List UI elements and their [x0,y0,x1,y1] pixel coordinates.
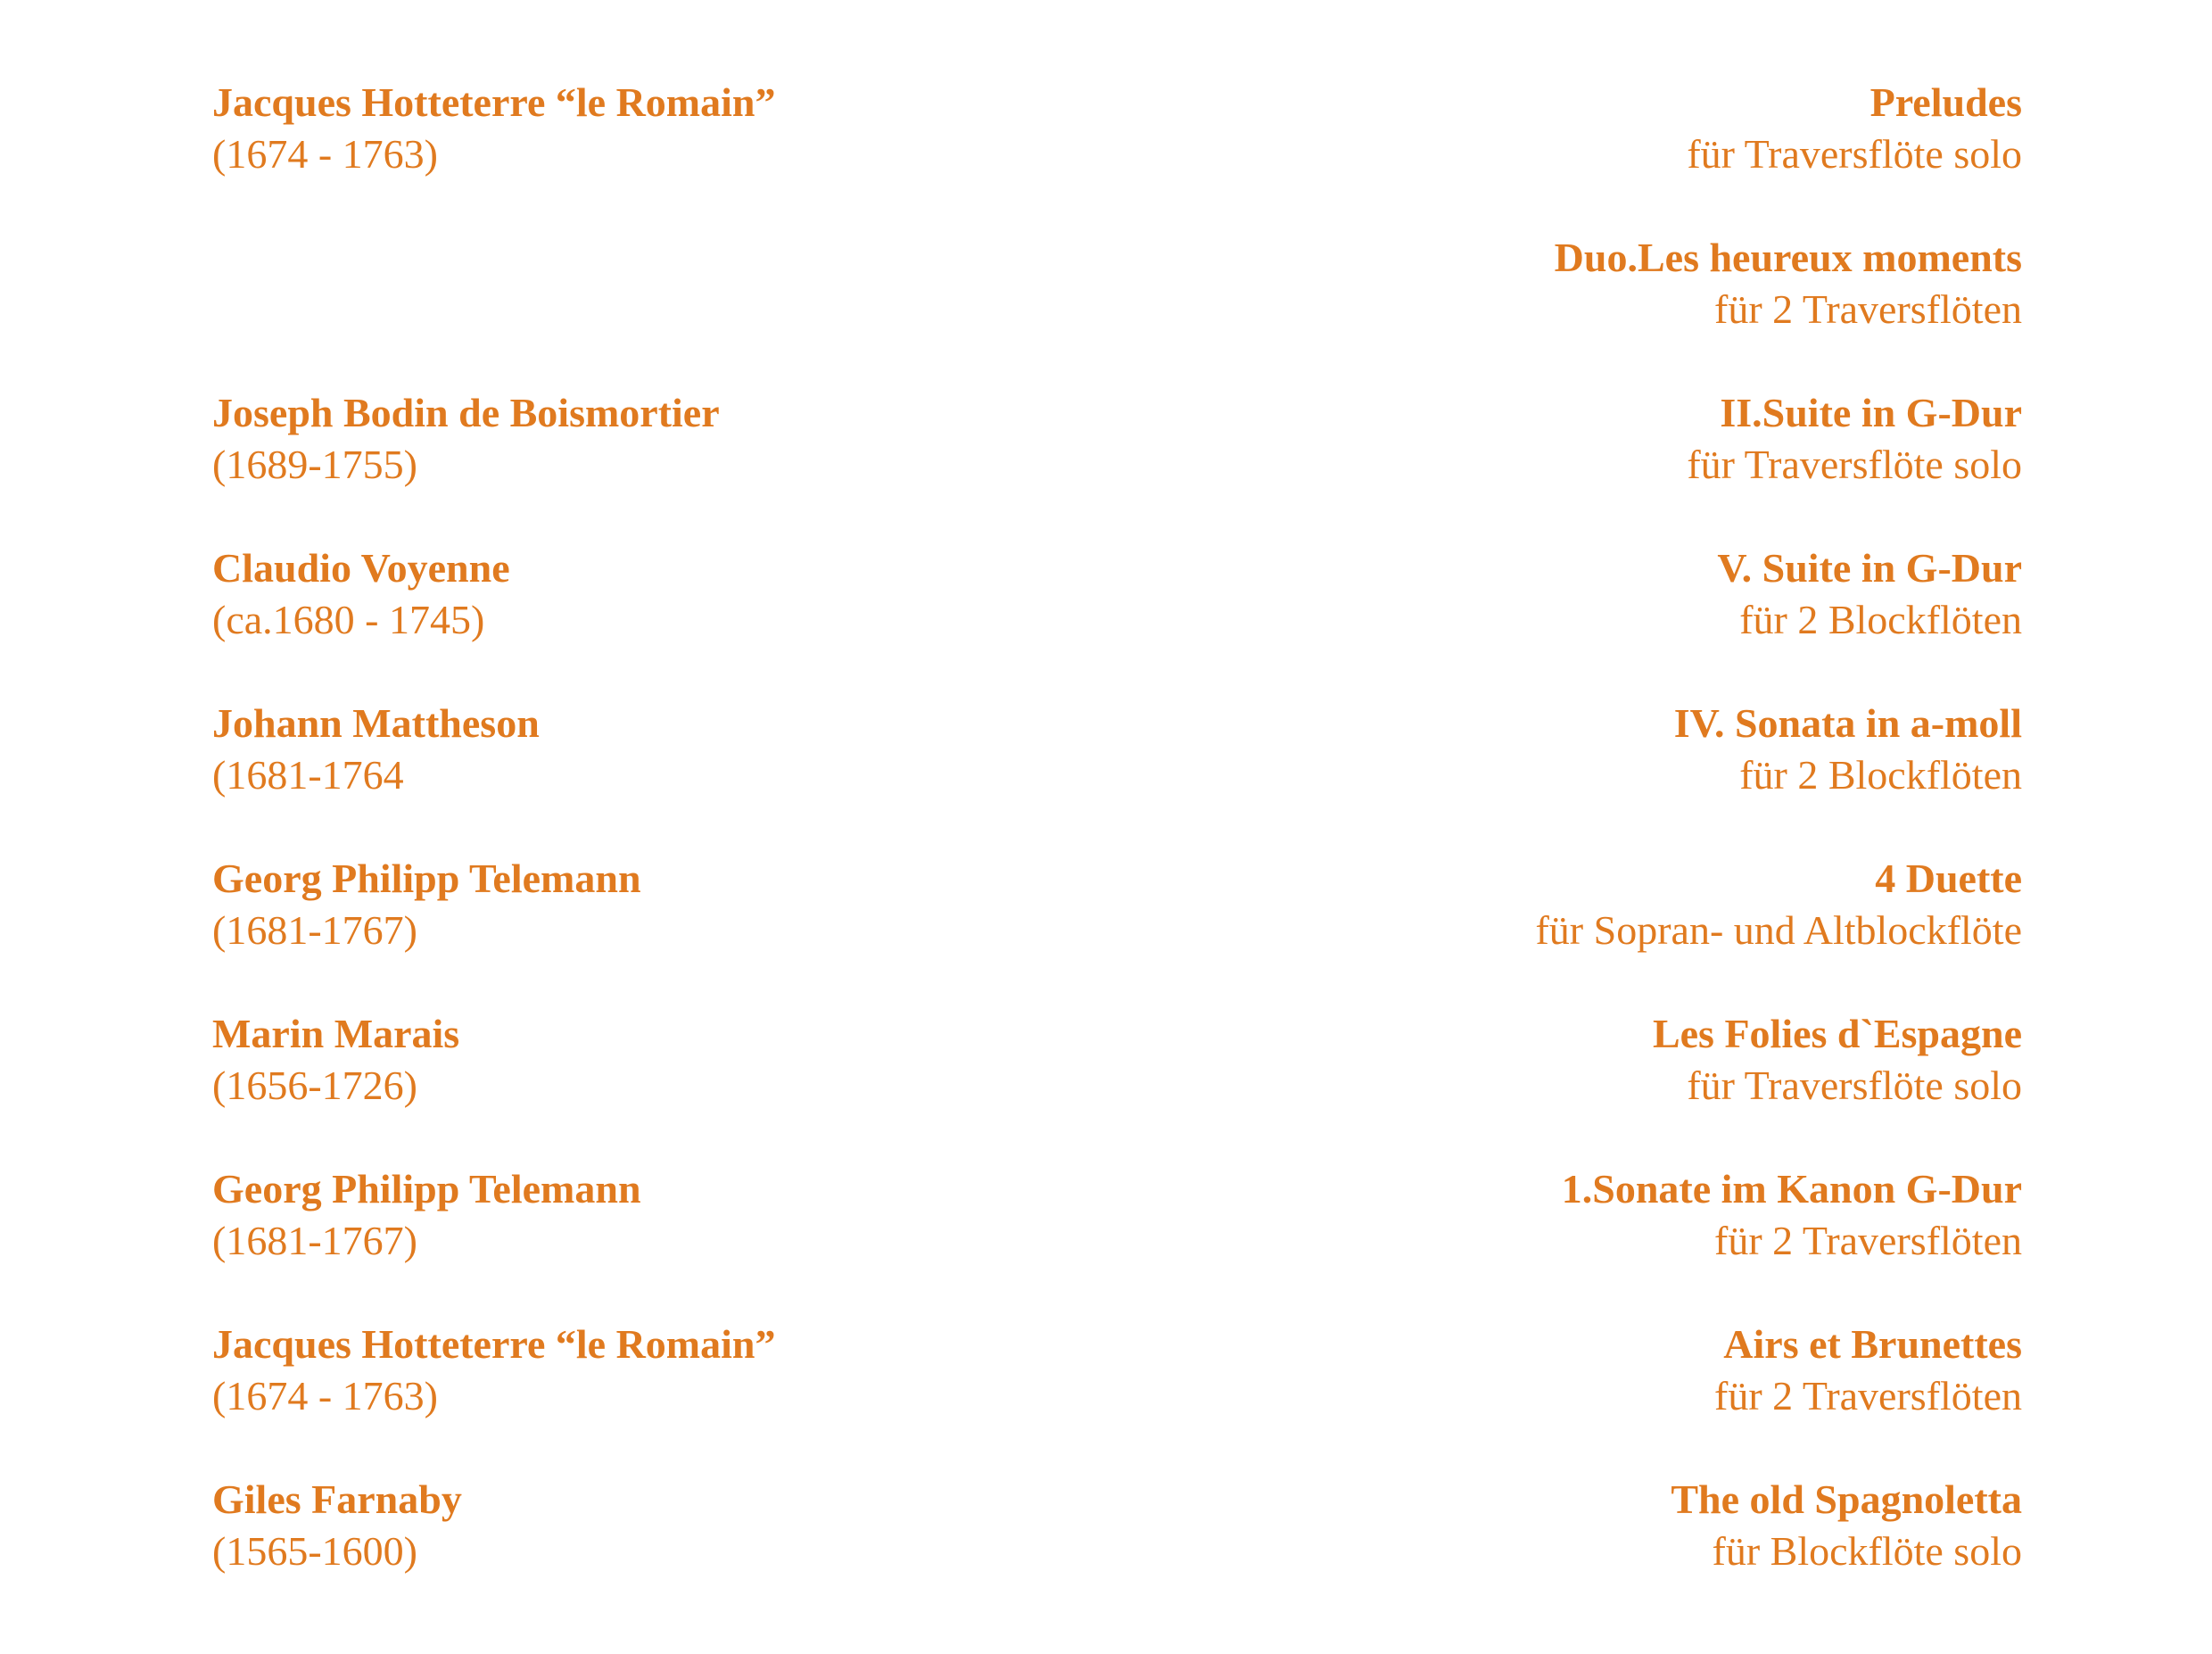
composer-entry [212,1163,641,1267]
composer-dates: (1656-1726) [212,1063,417,1108]
work-instrumentation: für 2 Blockflöten [1739,752,2022,798]
composer-entry [212,853,641,956]
composer-dates: (ca.1680 - 1745) [212,597,485,642]
composer-dates: (1681-1767) [212,907,417,953]
composer-dates: (1681-1767) [212,1218,417,1263]
composer-name: Jacques Hotteterre “le Romain” [212,1321,776,1367]
work-title: 1.Sonate im Kanon G-Dur [1561,1166,2022,1212]
composer-entry [212,698,540,801]
work-entry [1671,1474,2022,1577]
composer-entry [212,542,510,646]
work-instrumentation: für Sopran- und Altblockflöte [1535,907,2022,953]
composer-dates: (1674 - 1763) [212,1373,438,1418]
work-entry [1687,387,2022,491]
work-title: 4 Duette [1875,856,2022,901]
work-title: The old Spagnoletta [1671,1476,2022,1522]
composer-name: Marin Marais [212,1011,460,1056]
composer-name: Georg Philipp Telemann [212,1166,641,1212]
work-instrumentation: für Traversflöte solo [1687,442,2022,487]
composer-entry [212,387,720,491]
composer-name: Giles Farnaby [212,1476,462,1522]
composer-name: Joseph Bodin de Boismortier [212,390,720,435]
composer-name: Claudio Voyenne [212,545,510,591]
composer-name: Jacques Hotteterre “le Romain” [212,79,776,125]
work-title: Preludes [1869,79,2022,125]
work-title: II.Suite in G-Dur [1720,390,2022,435]
work-entry [1562,1163,2022,1267]
work-entry [1653,1008,2022,1112]
composer-name: Johann Mattheson [212,700,540,746]
composer-dates: (1674 - 1763) [212,131,438,177]
work-entry [1674,698,2022,801]
composer-entry [212,77,776,180]
work-instrumentation: für 2 Traversflöten [1714,1218,2022,1263]
composer-dates: (1681-1764 [212,752,404,798]
work-entry [1687,77,2022,180]
work-title: Airs et Brunettes [1723,1321,2022,1367]
composer-entry [212,1319,776,1422]
work-instrumentation: für 2 Traversflöten [1714,1373,2022,1418]
work-entry [1555,232,2022,335]
work-instrumentation: für Blockflöte solo [1712,1528,2022,1574]
work-instrumentation: für 2 Traversflöten [1714,286,2022,332]
work-title: Duo.Les heureux moments [1554,235,2022,280]
composer-name: Georg Philipp Telemann [212,856,641,901]
work-title: V. Suite in G-Dur [1717,545,2022,591]
composer-dates: (1565-1600) [212,1528,417,1574]
work-instrumentation: für 2 Blockflöten [1739,597,2022,642]
work-title: IV. Sonata in a-moll [1673,700,2022,746]
composer-entry [212,1008,459,1112]
work-entry [1714,1319,2022,1422]
work-instrumentation: für Traversflöte solo [1687,131,2022,177]
work-title: Les Folies d`Espagne [1652,1011,2022,1056]
composer-entry [212,1474,462,1577]
composer-dates: (1689-1755) [212,442,417,487]
work-entry [1535,853,2022,956]
work-instrumentation: für Traversflöte solo [1687,1063,2022,1108]
work-entry [1717,542,2022,646]
